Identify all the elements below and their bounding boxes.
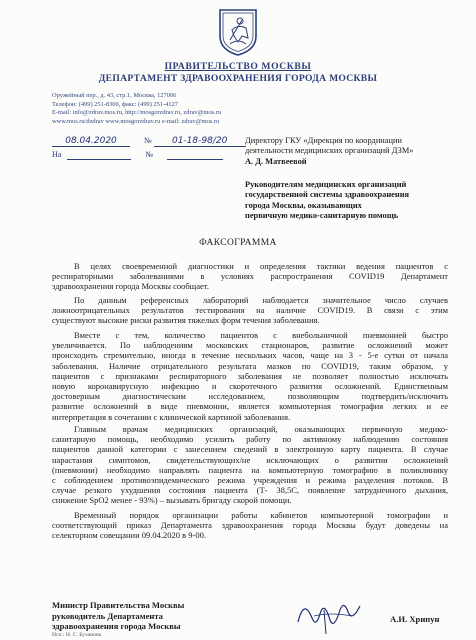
na-number-label: № (145, 150, 153, 159)
text-line: увеличивается. По наблюдениям московских стационаров, развитие осложнений может (52, 340, 448, 351)
addressee-line: первичную медико-санитарную помощь (245, 211, 399, 221)
addressee-line: деятельности медицинских организаций ДЗМ» (245, 146, 414, 156)
government-title: ПРАВИТЕЛЬСТВО МОСКВЫ (164, 61, 312, 72)
text-line: здравоохранения города Москвы сообщает. (52, 281, 209, 292)
department-title: ДЕПАРТАМЕНТ ЗДРАВООХРАНЕНИЯ ГОРОДА МОСКВЫ (98, 73, 378, 84)
signatory-position (52, 600, 184, 632)
position-line: здравоохранения города Москвы (52, 621, 181, 632)
text-line: происходить стремительно, иногда в течение нескольких часов, чаще на 3 - 5-е сутки от начала (52, 350, 448, 361)
executor-note: Исп.: Н. С. Буханова (52, 632, 102, 638)
date-number-line (52, 136, 246, 147)
text-line: респираторными заболеваниями в условиях распространения COVID19 Департамент (52, 271, 448, 282)
text-line: пациентов с признаками респираторного заболевания не позволяет полностью исключать (52, 370, 448, 381)
addressee-line: Руководителям медицинских организаций (245, 180, 407, 189)
text-line: (пневмонии) необходимо направлять пациента на компьютерную томографию в поликлинику (52, 464, 448, 475)
addressee-line: города Москвы, оказывающих (245, 200, 362, 210)
text-line: санитарную помощь, необходимо усилить работу по активному наблюдению состояния (52, 434, 448, 445)
text-line: Главным врачам медицинских организаций, оказывающих первичную медико- (74, 424, 448, 434)
paragraph-instructions (52, 424, 448, 506)
phone-line: Телефон: (499) 251-8300, факс: (499) 251-4127 (52, 100, 178, 108)
addressee-line: Директору ГКУ «Дирекция по координации (245, 136, 402, 145)
addressee-heads (245, 180, 465, 222)
document-title: ФАКСОГРАММА (199, 238, 277, 248)
paragraph-intro (52, 261, 448, 292)
text-line: интерпретация в сочетании с клинической картиной заболевания. (52, 411, 291, 422)
text-line: с соблюдением противоэпидемического режима учреждения и режима разделения потоков. В (52, 475, 448, 486)
paragraph-pneumonia (52, 330, 448, 422)
text-line: По данным референсных лабораторий наблюдается значительное число случаев (74, 295, 448, 305)
text-line: соответствующий приказ Департамента здравоохранения города Москвы будут доведены на (52, 520, 448, 531)
text-line: ложноотрицательных результатов тестирования на наличие COVID19. В связи с этим (52, 305, 448, 316)
document-date: 08.04.2020 (65, 136, 117, 146)
number-label: № (144, 136, 152, 145)
addressee-director (245, 136, 465, 167)
na-label: На (52, 150, 62, 159)
paragraph-schedule (52, 510, 448, 541)
reply-ref-line (52, 150, 223, 160)
addressee-name: А. Д. Матвеевой (245, 156, 307, 166)
text-line: существуют высокие риски развития тяжелых форм течения заболевания. (52, 315, 320, 326)
text-line: Временный порядок организации работы кабинетов компьютерной томографии и (74, 510, 448, 520)
web-line: www.mos.ru/dzdrav www.mosgorzdrav.ru e-mail: zdrav@mos.ru (52, 117, 220, 125)
address-line: Оружейный пер., д. 43, стр.1, Москва, 127006 (52, 92, 177, 99)
text-line: пациентов данной категории с занесением сведений в электронную карту пациента. В случае (52, 444, 448, 455)
text-line: новую коронавирусную инфекцию и скоротечного развития осложнений. Единственным (52, 381, 448, 392)
addressee-line: государственной системы здравоохранения (245, 190, 410, 200)
text-line: селекторном совещании 09.04.2020 в 9-00. (52, 530, 206, 541)
signatory-name: А.И. Хрипун (390, 614, 440, 624)
text-line: развитие осложнений в виде пневмонии, является компьютерная томография легких и ее (52, 401, 448, 412)
paragraph-lab-data (52, 295, 448, 326)
text-line: заболевания. Наличие отрицательного результата мазков по COVID19, таким образом, у (52, 360, 448, 371)
text-line: снижение SpO2 менее - 93%) – вызывать бригаду скорой помощи. (52, 495, 292, 506)
text-line: нарастания симптомов, свидетельствующих/не исключающих о развитии осложнений (52, 454, 448, 465)
position-line: Министр Правительства Москвы (52, 600, 185, 610)
text-line: случае резкого ухудшения состояния пациента (Т- 38,5С, появление затрудненного дыхания, (52, 485, 448, 496)
moscow-coat-of-arms-icon (218, 8, 258, 56)
email-line: E-mail: info@zdrav.mos.ru, http://mosgorzdrav.ru, zdrav@mos.ru (52, 109, 222, 117)
document-number: 01-18-98/20 (171, 136, 228, 146)
text-line: В целях своевременной диагностики и определения тактики ведения пациентов с (74, 261, 448, 271)
position-line: руководитель Департамента (52, 610, 163, 621)
handwritten-signature (290, 592, 370, 636)
text-line: достоверным диагностическим исследованием, позволяющим подтвердить/исключить (52, 391, 448, 402)
text-line: Вместе с тем, количество пациентов с внебольничной пневмонией быстро (74, 330, 448, 340)
